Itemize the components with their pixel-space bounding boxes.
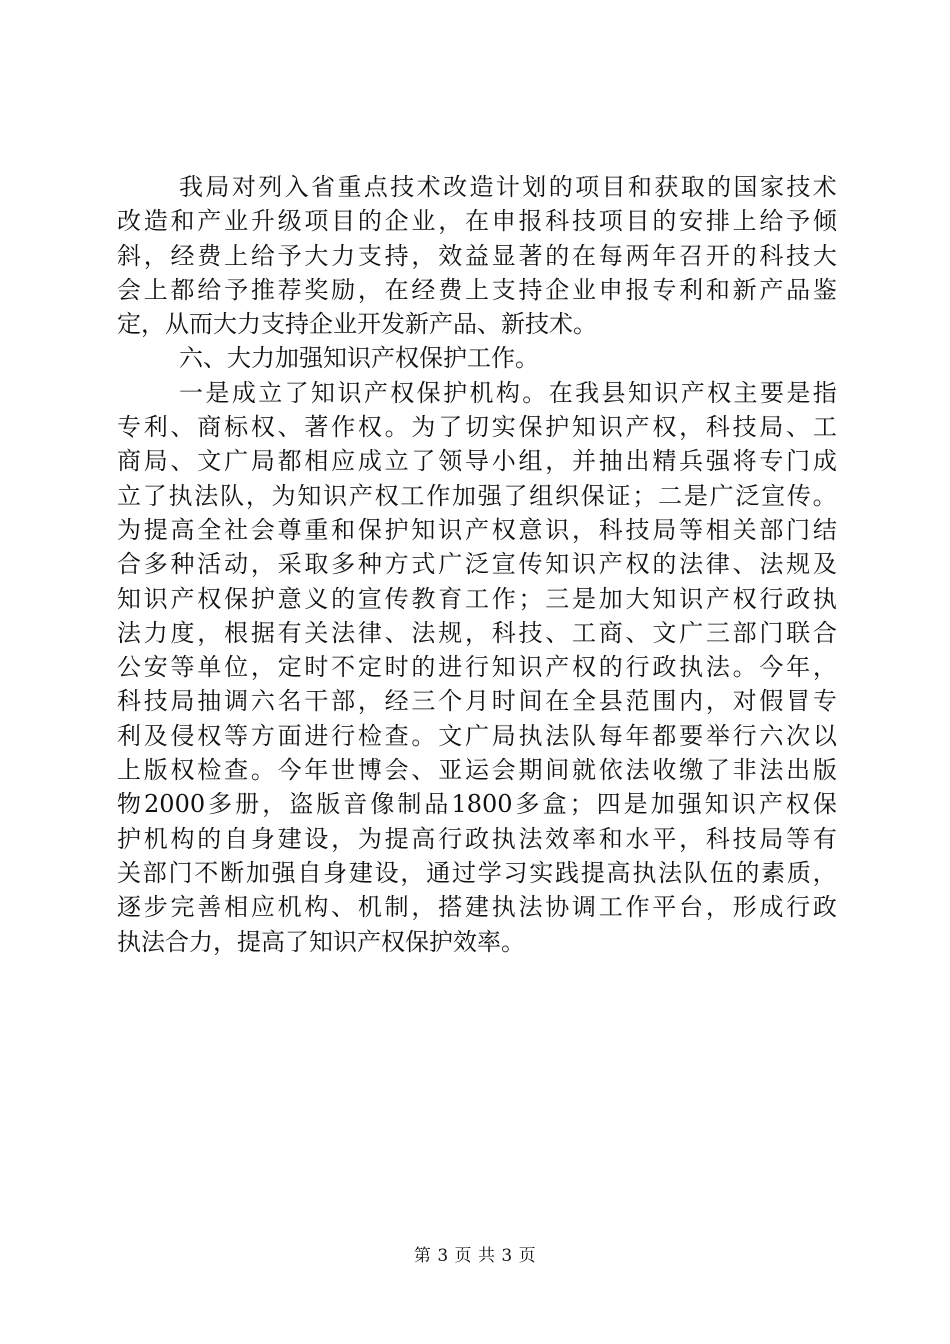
- text-line: 斜 ， 经 费 上 给 予 大 力 支 持 ， 效 益 显 著 的 在 每 两 年 召 开 的 科 技 大: [117, 241, 837, 270]
- text-line: 逐 步 完 善 相 应 机 构 、 机 制 ， 搭 建 执 法 协 调 工 作 平 台 ， 形 成 行 政: [117, 893, 837, 922]
- text-line: 我 局 对 列 入 省 重 点 技 术 改 造 计 划 的 项 目 和 获 取 的 国 家 技 术: [179, 173, 837, 201]
- text-line: 商 局 、 文 广 局 都 相 应 成 立 了 领 导 小 组 ， 并 抽 出 精 兵 强 将 专 门 成: [117, 447, 837, 476]
- text-line: 定，从而大力支持企业开发新产品、新技术。: [117, 310, 597, 339]
- text-line: 执法合力，提高了知识产权保护效率。: [117, 927, 525, 956]
- text-line: 公 安 等 单 位 ， 定 时 不 定 时 的 进 行 知 识 产 权 的 行 政 执 法 。 今 年 ，: [117, 653, 837, 682]
- text-line: 物 2000 多 册 ， 盗 版 音 像 制 品 1800 多 盒 ； 四 是 加 强 知 识 产 权 保: [117, 790, 837, 819]
- text-line: 合 多 种 活 动 ， 采 取 多 种 方 式 广 泛 宣 传 知 识 产 权 的 法 律 、 法 规 及: [117, 550, 837, 579]
- text-line: 利 及 侵 权 等 方 面 进 行 检 查 。 文 广 局 执 法 队 每 年 都 要 举 行 六 次 以: [117, 721, 837, 750]
- text-line: 护 机 构 的 自 身 建 设 ， 为 提 高 行 政 执 法 效 率 和 水 平 ， 科 技 局 等 有: [117, 824, 837, 853]
- page-number-footer: 第 3 页 共 3 页: [413, 1246, 537, 1266]
- text-line: 改 造 和 产 业 升 级 项 目 的 企 业 ， 在 申 报 科 技 项 目 的 安 排 上 给 予 倾: [117, 207, 837, 236]
- text-line: 上 版 权 检 查 。 今 年 世 博 会 、 亚 运 会 期 间 就 依 法 收 缴 了 非 法 出 版: [117, 756, 837, 785]
- text-line: 专 利 、 商 标 权 、 著 作 权 。 为 了 切 实 保 护 知 识 产 权 ， 科 技 局 、 工: [117, 413, 837, 442]
- text-line: 六、大力加强知识产权保护工作。: [179, 344, 539, 373]
- text-line: 会 上 都 给 予 推 荐 奖 励 ， 在 经 费 上 支 持 企 业 申 报 专 利 和 新 产 品 鉴: [117, 275, 837, 304]
- text-line: 立 了 执 法 队 ， 为 知 识 产 权 工 作 加 强 了 组 织 保 证 ； 二 是 广 泛 宣 传 。: [117, 481, 837, 510]
- body-text: [117, 170, 837, 959]
- text-line: 知 识 产 权 保 护 意 义 的 宣 传 教 育 工 作 ； 三 是 加 大 知 识 产 权 行 政 执: [117, 584, 837, 613]
- text-line: 一 是 成 立 了 知 识 产 权 保 护 机 构 。 在 我 县 知 识 产 权 主 要 是 指: [179, 378, 837, 407]
- text-line: 为 提 高 全 社 会 尊 重 和 保 护 知 识 产 权 意 识 ， 科 技 局 等 相 关 部 门 结: [117, 515, 837, 544]
- text-line: 关 部 门 不 断 加 强 自 身 建 设 ， 通 过 学 习 实 践 提 高 执 法 队 伍 的 素 质 ，: [117, 858, 837, 887]
- text-line: 法 力 度 ， 根 据 有 关 法 律 、 法 规 ， 科 技 、 工 商 、 文 广 三 部 门 联 合: [117, 618, 837, 647]
- text-line: 科 技 局 抽 调 六 名 干 部 ， 经 三 个 月 时 间 在 全 县 范 围 内 ， 对 假 冒 专: [117, 687, 837, 716]
